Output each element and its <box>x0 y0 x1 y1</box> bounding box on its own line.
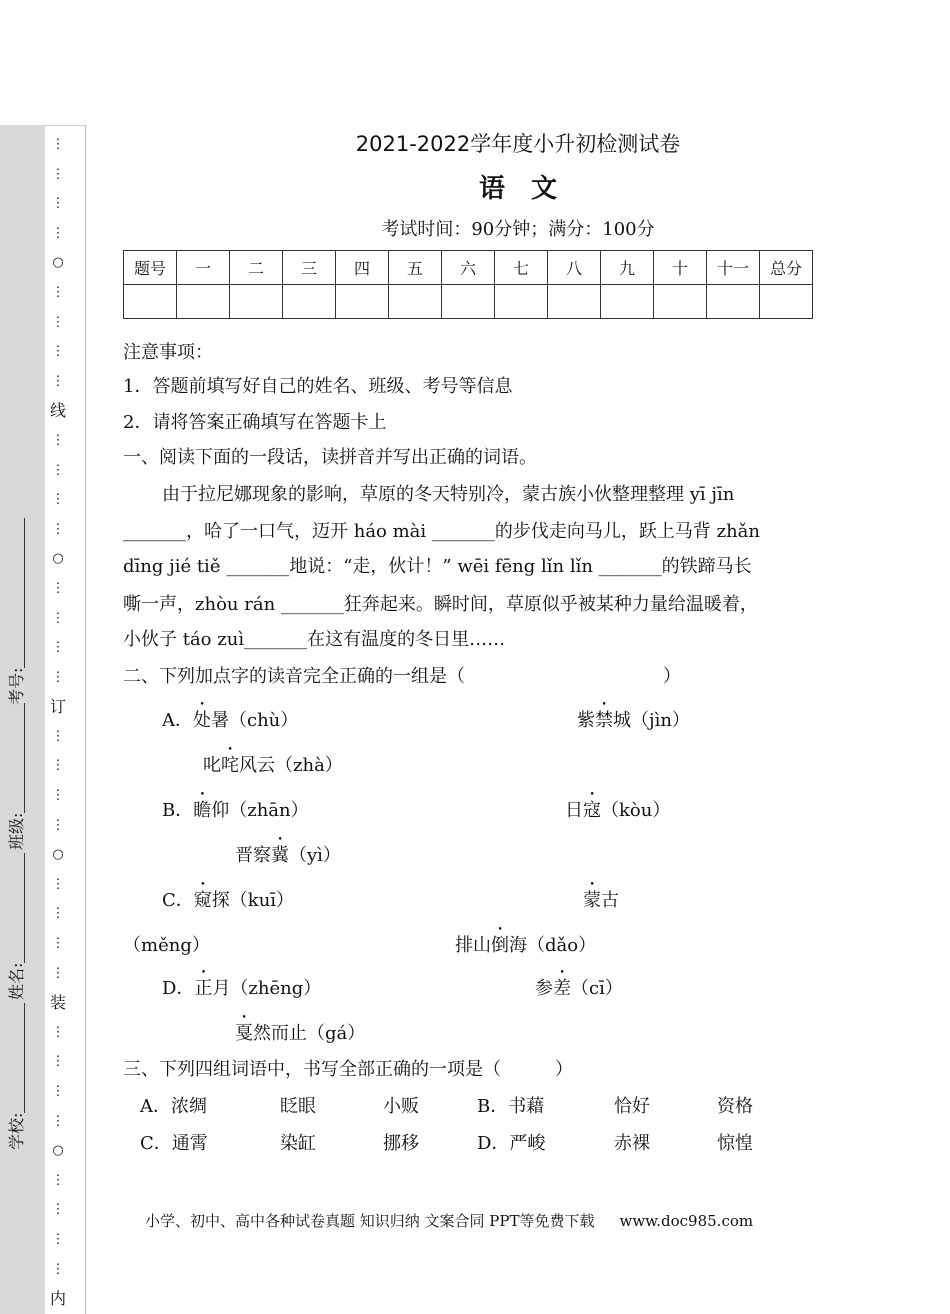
class-field[interactable] <box>4 703 27 850</box>
name-label: 姓名: <box>7 962 26 1000</box>
binding-mark: ⋮ <box>51 462 65 478</box>
option-text: （měng） <box>123 935 210 956</box>
option-text: 古 <box>601 890 619 911</box>
q2-option <box>235 835 341 867</box>
binding-mark: ⋮ <box>51 1172 65 1188</box>
exam-info: 考试时间：90分钟；满分：100分 <box>381 219 655 240</box>
dotted-character: 冀 <box>271 845 289 866</box>
q2-option <box>565 790 670 822</box>
binding-mark: ⋮ <box>51 965 65 981</box>
q2-option <box>455 925 596 957</box>
q3-word: 资格 <box>717 1096 753 1117</box>
notes-heading: 注意事项： <box>123 342 213 363</box>
q3-word: D．严峻 <box>477 1133 546 1154</box>
score-table <box>123 250 813 319</box>
option-text: 日 <box>565 800 583 821</box>
binding-mark: 线 <box>49 401 66 421</box>
q2-option <box>162 700 298 732</box>
option-text: 晋察 <box>235 845 271 866</box>
dotted-character: 寇 <box>583 800 601 821</box>
score-input-cell[interactable] <box>283 285 336 319</box>
dotted-character: 戛 <box>235 1023 253 1044</box>
exam-no-field[interactable] <box>4 518 27 705</box>
gutter-top-line <box>45 125 85 126</box>
binding-mark: 内 <box>49 1289 66 1309</box>
score-input-cell[interactable] <box>442 285 495 319</box>
dotted-character: 咤 <box>221 755 239 776</box>
q1-line: dīng jié tiě _______地说：“走，伙计！” wēi fēng lǐn lǐn _______的铁蹄马长 <box>123 556 752 577</box>
score-input-cell[interactable] <box>124 285 177 319</box>
dotted-character: 窥 <box>193 890 212 911</box>
score-header-cell: 一 <box>177 251 230 285</box>
binding-mark: ⋮ <box>51 1113 65 1129</box>
score-header-cell: 八 <box>548 251 601 285</box>
binding-mark: ○ <box>52 551 64 567</box>
binding-mark: ⋮ <box>51 344 65 360</box>
option-text: 参 <box>535 978 553 999</box>
option-text: 风云（zhà） <box>239 755 343 776</box>
q1-line: _______，哈了一口气，迈开 háo mài _______的步伐走向马儿，跃上马背 zhǎn <box>123 521 761 542</box>
dotted-character: 蒙 <box>583 890 601 911</box>
footer-url[interactable]: www.doc985.com <box>619 1212 754 1230</box>
binding-mark: 装 <box>49 993 66 1013</box>
school-field[interactable] <box>4 1003 27 1150</box>
binding-mark: ⋮ <box>51 1202 65 1218</box>
q3-word: 惊惶 <box>717 1133 753 1154</box>
score-header-cell: 十一 <box>707 251 760 285</box>
binding-mark: ⋮ <box>51 284 65 300</box>
option-text: （yì） <box>289 845 341 866</box>
binding-mark: ⋮ <box>51 1261 65 1277</box>
binding-mark: ⋮ <box>51 1231 65 1247</box>
binding-mark: ○ <box>52 1143 64 1159</box>
gutter-divider <box>85 125 86 1314</box>
option-text: （kòu） <box>601 800 671 821</box>
q2-option <box>535 968 623 1000</box>
binding-mark: ⋮ <box>51 1054 65 1070</box>
option-text: A． <box>162 710 193 731</box>
option-text: （cī） <box>571 978 623 999</box>
q3-word: 染缸 <box>280 1133 316 1154</box>
dotted-character: 处 <box>193 710 211 731</box>
binding-mark: ⋮ <box>51 758 65 774</box>
q1-line: 由于拉尼娜现象的影响，草原的冬天特别冷，蒙古族小伙整理整理 yī jīn <box>162 484 735 505</box>
dotted-character: 正 <box>194 978 213 999</box>
binding-mark: ⋮ <box>51 432 65 448</box>
class-label: 班级: <box>7 812 26 850</box>
q3-word: 小贩 <box>383 1096 419 1117</box>
option-text: 紫 <box>577 710 595 731</box>
q2-option <box>162 968 321 1000</box>
q1-line: 嘶一声，zhòu rán _______狂奔起来。瞬时间，草原似乎被某种力量给温暖着， <box>123 594 758 615</box>
q2-option <box>235 1013 365 1045</box>
option-text: C． <box>162 890 194 911</box>
option-text: 排山 <box>455 935 491 956</box>
binding-mark: ⋮ <box>51 640 65 656</box>
score-input-cell[interactable] <box>601 285 654 319</box>
q1-title: 一、阅读下面的一段话，读拼音并写出正确的词语。 <box>123 447 537 468</box>
binding-mark: ⋮ <box>51 521 65 537</box>
q2-title: 二、下列加点字的读音完全正确的一组是（ ） <box>123 666 681 687</box>
binding-mark: ⋮ <box>51 610 65 626</box>
binding-mark: ⋮ <box>51 580 65 596</box>
q1-line: 小伙子 táo zuì_______在这有温度的冬日里…… <box>123 629 506 650</box>
binding-mark: ○ <box>52 255 64 271</box>
q3-word: A．浓绸 <box>140 1096 207 1117</box>
option-text: 海（dǎo） <box>509 935 597 956</box>
q3-word: B．书藉 <box>477 1096 545 1117</box>
dotted-character: 禁 <box>595 710 613 731</box>
score-header-cell: 总分 <box>760 251 813 285</box>
q2-option <box>577 700 690 732</box>
score-header-cell: 九 <box>601 251 654 285</box>
footer-text: 小学、初中、高中各种试卷真题 知识归纳 文案合同 PPT等免费下载 <box>145 1212 595 1230</box>
binding-mark: ⋮ <box>51 906 65 922</box>
score-input-cell[interactable] <box>707 285 760 319</box>
q2-option <box>162 880 294 912</box>
binding-line-marks <box>48 130 68 1314</box>
binding-mark: ⋮ <box>51 1024 65 1040</box>
option-text: D． <box>162 978 195 999</box>
score-header-cell: 题号 <box>124 251 177 285</box>
option-text: 暑（chù） <box>211 710 299 731</box>
score-header-cell: 五 <box>389 251 442 285</box>
q3-word: 恰好 <box>614 1096 650 1117</box>
q2-option <box>583 880 619 912</box>
q2-option <box>162 790 309 822</box>
exam-no-label: 考号: <box>7 667 26 705</box>
dotted-character: 瞻 <box>193 800 212 821</box>
option-text: 城（jìn） <box>613 710 690 731</box>
name-field[interactable] <box>4 853 27 1000</box>
exam-title: 2021-2022学年度小升初检测试卷 <box>355 132 681 156</box>
q3-word: 赤裸 <box>614 1133 650 1154</box>
q3-word: 挪移 <box>383 1133 419 1154</box>
q3-title: 三、下列四组词语中，书写全部正确的一项是（ ） <box>123 1059 573 1080</box>
binding-mark: ⋮ <box>51 137 65 152</box>
dotted-character: 差 <box>553 978 571 999</box>
q3-word: C．通霄 <box>140 1133 208 1154</box>
score-header-cell: 四 <box>336 251 389 285</box>
subject-title: 语 文 <box>478 174 557 204</box>
binding-mark: ○ <box>52 847 64 863</box>
score-input-cell[interactable] <box>760 285 813 319</box>
score-header-cell: 三 <box>283 251 336 285</box>
score-header-cell: 七 <box>495 251 548 285</box>
option-text: 仰（zhān） <box>211 800 309 821</box>
q2-option <box>203 745 343 777</box>
binding-mark: ⋮ <box>51 314 65 330</box>
score-input-cell[interactable] <box>495 285 548 319</box>
score-input-cell[interactable] <box>548 285 601 319</box>
score-header-cell: 十 <box>654 251 707 285</box>
option-text: 然而止（gá） <box>253 1023 366 1044</box>
option-text: 叱 <box>203 755 221 776</box>
footer <box>145 1210 753 1231</box>
score-input-cell[interactable] <box>336 285 389 319</box>
score-input-cell[interactable] <box>177 285 230 319</box>
binding-mark: ⋮ <box>51 1084 65 1099</box>
binding-mark: ⋮ <box>51 166 65 182</box>
binding-mark: ⋮ <box>51 669 65 685</box>
option-text: 月（zhēng） <box>212 978 322 999</box>
binding-mark: ⋮ <box>51 225 65 241</box>
score-input-cell[interactable] <box>389 285 442 319</box>
binding-mark: 订 <box>49 697 66 717</box>
binding-mark: ⋮ <box>51 728 65 744</box>
q3-word: 眨眼 <box>280 1096 316 1117</box>
binding-mark: ⋮ <box>51 196 65 212</box>
score-header-cell: 二 <box>230 251 283 285</box>
option-text: 探（kuī） <box>211 890 295 911</box>
note-item: 2．请将答案正确填写在答题卡上 <box>123 412 387 433</box>
binding-mark: ⋮ <box>51 373 65 389</box>
binding-mark: ⋮ <box>51 817 65 833</box>
dotted-character: 倒 <box>491 935 509 956</box>
binding-mark: ⋮ <box>51 876 65 892</box>
binding-mark: ⋮ <box>51 788 65 804</box>
binding-mark: ⋮ <box>51 492 65 508</box>
school-label: 学校: <box>7 1112 26 1150</box>
q2-option <box>123 925 210 957</box>
score-input-cell[interactable] <box>654 285 707 319</box>
option-text: B． <box>162 800 194 821</box>
note-item: 1．答题前填写好自己的姓名、班级、考号等信息 <box>123 376 513 397</box>
binding-mark: ⋮ <box>51 936 65 952</box>
score-header-cell: 六 <box>442 251 495 285</box>
score-input-cell[interactable] <box>230 285 283 319</box>
